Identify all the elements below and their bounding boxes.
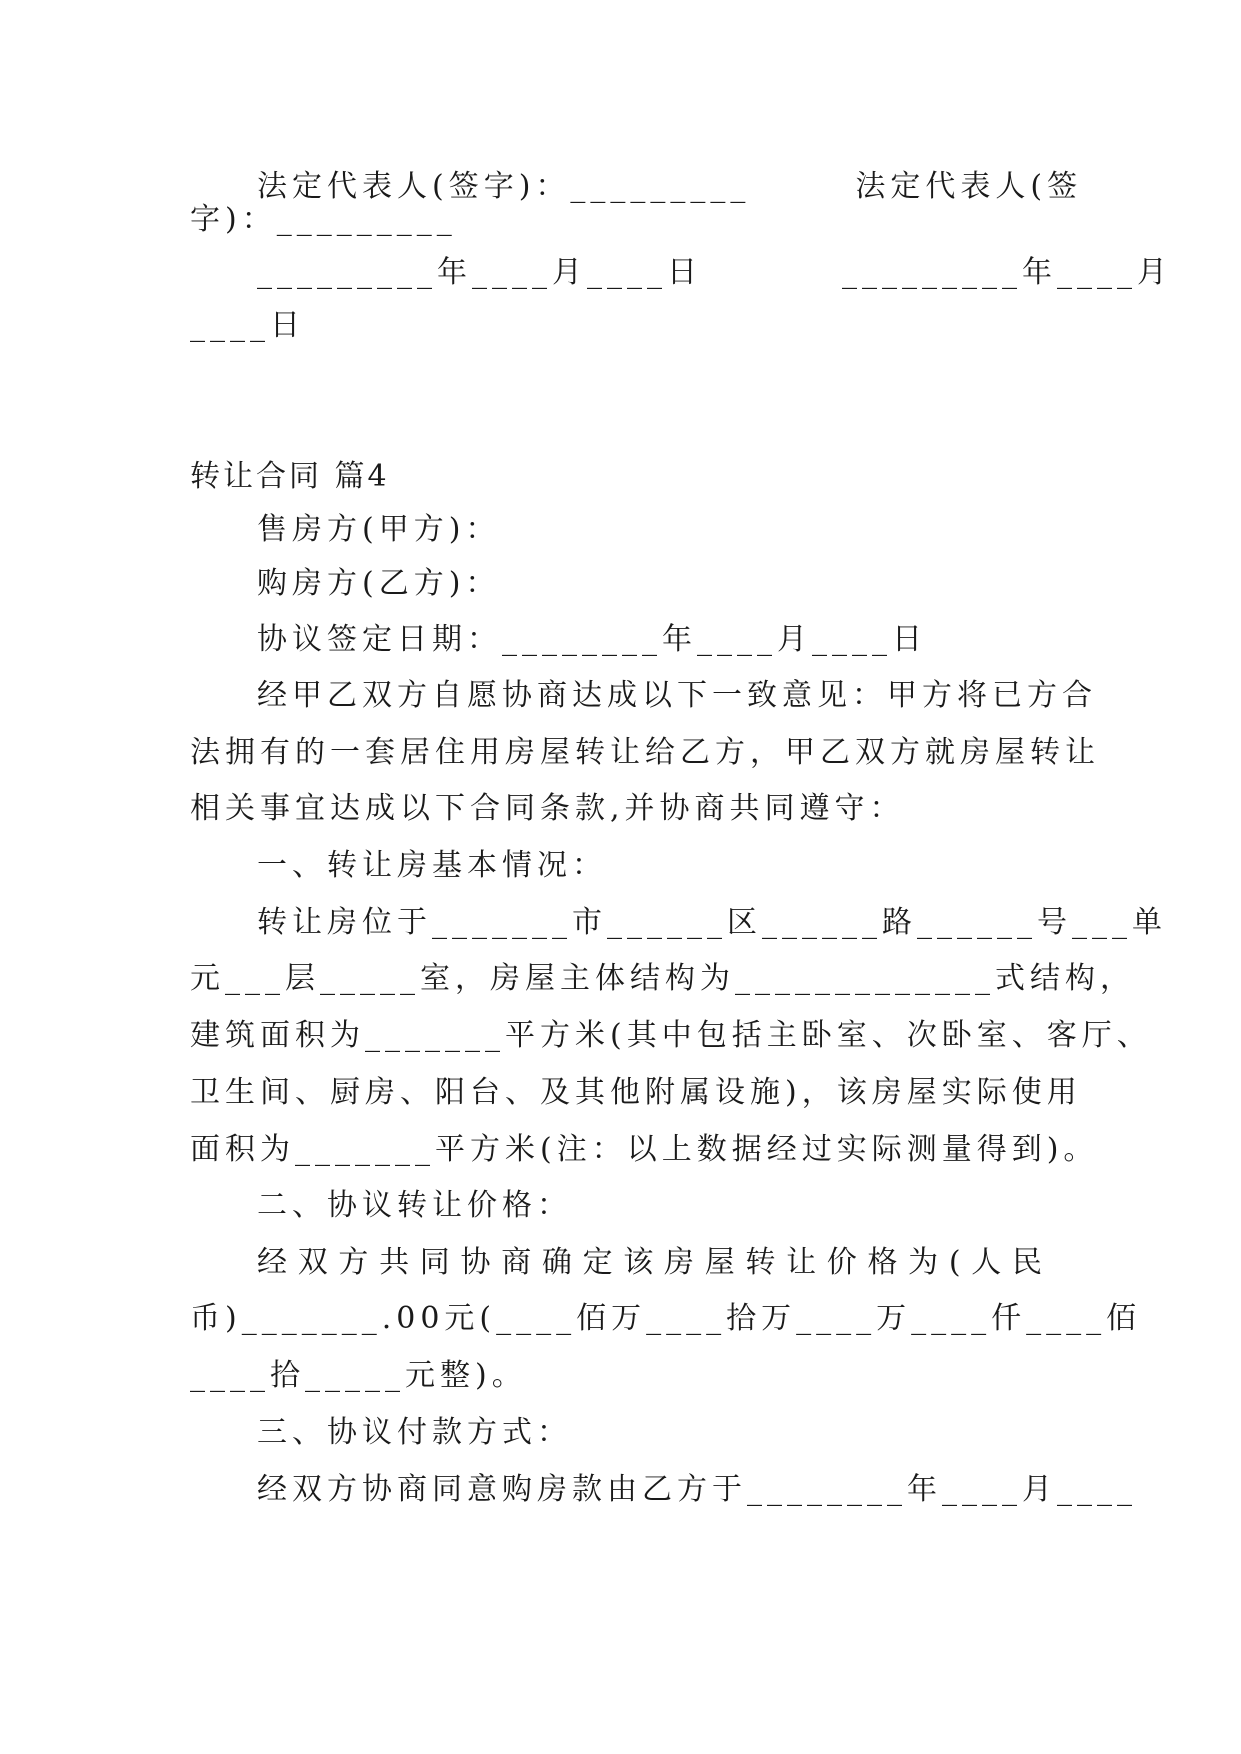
date-line-2: ____日	[190, 308, 305, 343]
paragraph-line: 建筑面积为_______平方米(其中包括主卧室、次卧室、客厅、	[190, 1018, 1152, 1053]
clause-heading: 一、转让房基本情况：	[257, 848, 607, 883]
sign-date-line: 协议签定日期：________年____月____日	[257, 622, 927, 657]
paragraph-line: 卫生间、厨房、阳台、及其他附属设施)，该房屋实际使用	[190, 1075, 1082, 1110]
paragraph-line: 经双方协商同意购房款由乙方于________年____月____	[257, 1472, 1137, 1507]
paragraph-line: 相关事宜达成以下合同条款,并协商共同遵守：	[190, 791, 905, 826]
paragraph-line: 转让房位于_______市______区______路______号___单	[257, 905, 1167, 940]
seller-line: 售房方(甲方)：	[257, 512, 501, 547]
clause-heading: 二、协议转让价格：	[257, 1188, 572, 1223]
paragraph-line: 币)_______.00元(____佰万____拾万____万____仟____佰	[190, 1301, 1142, 1336]
paragraph-line: 法拥有的一套居住用房屋转让给乙方，甲乙双方就房屋转让	[190, 735, 1100, 770]
paragraph-line: 经双方共同协商确定该房屋转让价格为(人民	[257, 1245, 1050, 1280]
buyer-line: 购房方(乙方)：	[257, 566, 501, 601]
paragraph-line: 元___层_____室，房屋主体结构为_____________式结构，	[190, 961, 1135, 996]
paragraph-line: 面积为_______平方米(注：以上数据经过实际测量得到)。	[190, 1132, 1099, 1167]
date-line-1: _________年____月____日 _________年____月	[257, 255, 1172, 290]
section-title: 转让合同 篇4	[190, 459, 390, 494]
paragraph-line: 经甲乙双方自愿协商达成以下一致意见：甲方将已方合	[257, 678, 1097, 713]
signature-line-2: 字)：_________	[190, 202, 457, 237]
paragraph-line: ____拾_____元整)。	[190, 1358, 527, 1393]
signature-line-1: 法定代表人(签字)：_________ 法定代表人(签	[257, 169, 1083, 204]
clause-heading: 三、协议付款方式：	[257, 1415, 572, 1450]
